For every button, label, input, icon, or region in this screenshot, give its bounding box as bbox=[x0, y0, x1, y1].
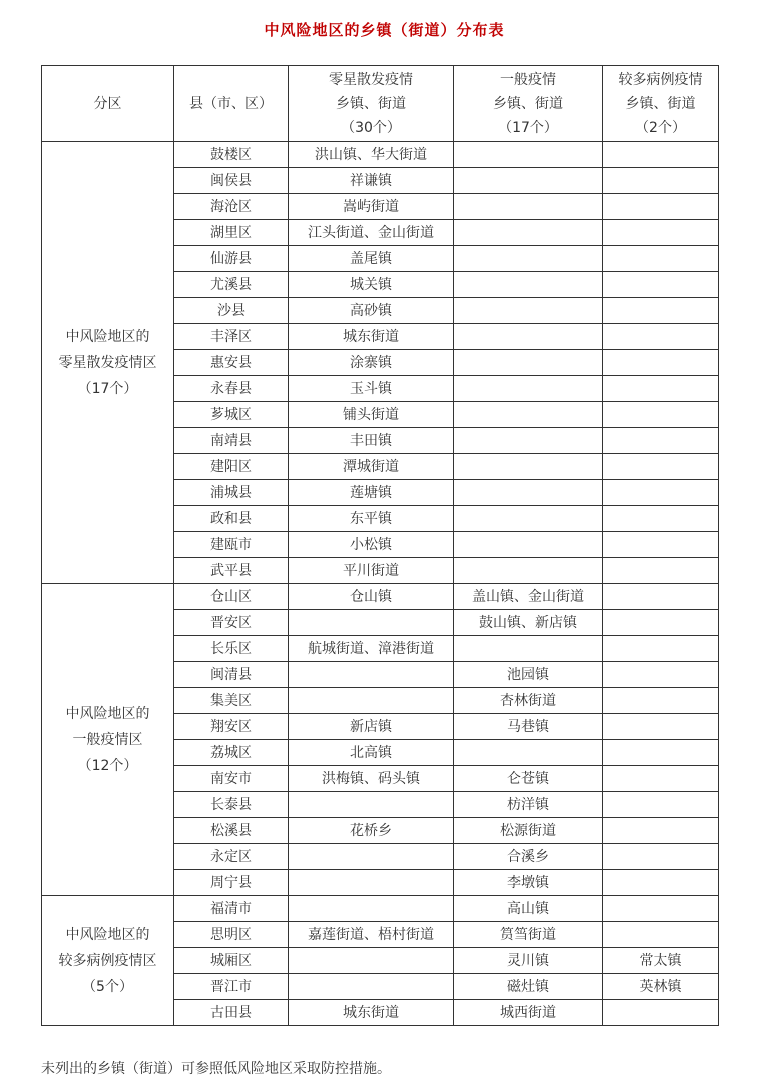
county-cell: 古田县 bbox=[174, 1000, 289, 1026]
multiple-cell bbox=[603, 714, 719, 740]
table-row bbox=[42, 584, 719, 610]
general-cell: 高山镇 bbox=[454, 896, 603, 922]
general-cell: 松源街道 bbox=[454, 818, 603, 844]
page-title: 中风险地区的乡镇（街道）分布表 bbox=[264, 21, 505, 39]
multiple-cell bbox=[603, 896, 719, 922]
region-label-line: （12个） bbox=[77, 757, 138, 774]
header-sporadic-line: （30个） bbox=[341, 119, 401, 136]
general-cell bbox=[454, 272, 603, 298]
multiple-cell bbox=[603, 610, 719, 636]
sporadic-cell: 东平镇 bbox=[289, 506, 454, 532]
general-cell: 李墩镇 bbox=[454, 870, 603, 896]
general-cell: 马巷镇 bbox=[454, 714, 603, 740]
general-cell bbox=[454, 220, 603, 246]
general-cell bbox=[454, 246, 603, 272]
region-label-line: 一般疫情区 bbox=[72, 731, 143, 748]
general-cell bbox=[454, 558, 603, 584]
general-cell bbox=[454, 532, 603, 558]
county-cell: 鼓楼区 bbox=[174, 142, 289, 168]
sporadic-cell: 航城街道、漳港街道 bbox=[289, 636, 454, 662]
sporadic-cell: 丰田镇 bbox=[289, 428, 454, 454]
header-sporadic-line: 乡镇、街道 bbox=[336, 95, 406, 112]
region-label-line: 零星散发疫情区 bbox=[58, 354, 157, 371]
county-cell: 荔城区 bbox=[174, 740, 289, 766]
general-cell: 鼓山镇、新店镇 bbox=[454, 610, 603, 636]
sporadic-cell: 潭城街道 bbox=[289, 454, 454, 480]
county-cell: 翔安区 bbox=[174, 714, 289, 740]
header-general-line: 乡镇、街道 bbox=[493, 95, 563, 112]
multiple-cell bbox=[603, 428, 719, 454]
region-cell bbox=[42, 142, 174, 584]
county-cell: 闽侯县 bbox=[174, 168, 289, 194]
header-multiple-line: 乡镇、街道 bbox=[625, 95, 696, 112]
county-cell: 丰泽区 bbox=[174, 324, 289, 350]
region-label-line: （17个） bbox=[77, 380, 138, 397]
county-cell: 周宁县 bbox=[174, 870, 289, 896]
header-multiple-line: 较多病例疫情 bbox=[618, 71, 703, 88]
general-cell bbox=[454, 740, 603, 766]
sporadic-cell bbox=[289, 792, 454, 818]
sporadic-cell bbox=[289, 948, 454, 974]
multiple-cell bbox=[603, 402, 719, 428]
table-body bbox=[42, 142, 719, 1026]
general-cell bbox=[454, 168, 603, 194]
sporadic-cell bbox=[289, 688, 454, 714]
sporadic-cell: 玉斗镇 bbox=[289, 376, 454, 402]
general-cell bbox=[454, 454, 603, 480]
county-cell: 松溪县 bbox=[174, 818, 289, 844]
sporadic-cell: 莲塘镇 bbox=[289, 480, 454, 506]
sporadic-cell: 新店镇 bbox=[289, 714, 454, 740]
sporadic-cell: 盖尾镇 bbox=[289, 246, 454, 272]
sporadic-cell: 北高镇 bbox=[289, 740, 454, 766]
multiple-cell: 常太镇 bbox=[603, 948, 719, 974]
general-cell: 杏林街道 bbox=[454, 688, 603, 714]
sporadic-cell: 涂寨镇 bbox=[289, 350, 454, 376]
county-cell: 惠安县 bbox=[174, 350, 289, 376]
county-cell: 南靖县 bbox=[174, 428, 289, 454]
general-cell: 仑苍镇 bbox=[454, 766, 603, 792]
multiple-cell bbox=[603, 298, 719, 324]
general-cell: 灵川镇 bbox=[454, 948, 603, 974]
region-label-line: 中风险地区的 bbox=[65, 705, 150, 722]
multiple-cell bbox=[603, 532, 719, 558]
header-sporadic bbox=[289, 66, 454, 142]
sporadic-cell: 洪梅镇、码头镇 bbox=[289, 766, 454, 792]
header-county: 县（市、区） bbox=[174, 66, 289, 142]
county-cell: 建瓯市 bbox=[174, 532, 289, 558]
sporadic-cell bbox=[289, 610, 454, 636]
multiple-cell bbox=[603, 272, 719, 298]
region-cell bbox=[42, 896, 174, 1026]
county-cell: 仙游县 bbox=[174, 246, 289, 272]
general-cell: 合溪乡 bbox=[454, 844, 603, 870]
multiple-cell bbox=[603, 558, 719, 584]
general-cell bbox=[454, 506, 603, 532]
general-cell bbox=[454, 480, 603, 506]
region-label-line: 中风险地区的 bbox=[65, 328, 150, 345]
sporadic-cell bbox=[289, 870, 454, 896]
sporadic-cell: 仓山镇 bbox=[289, 584, 454, 610]
county-cell: 闽清县 bbox=[174, 662, 289, 688]
table-row bbox=[42, 896, 719, 922]
general-cell: 盖山镇、金山街道 bbox=[454, 584, 603, 610]
county-cell: 湖里区 bbox=[174, 220, 289, 246]
multiple-cell bbox=[603, 662, 719, 688]
sporadic-cell: 城关镇 bbox=[289, 272, 454, 298]
general-cell bbox=[454, 142, 603, 168]
multiple-cell bbox=[603, 922, 719, 948]
general-cell bbox=[454, 636, 603, 662]
multiple-cell bbox=[603, 1000, 719, 1026]
county-cell: 晋江市 bbox=[174, 974, 289, 1000]
table-header-row bbox=[42, 66, 719, 142]
general-cell: 城西街道 bbox=[454, 1000, 603, 1026]
general-cell bbox=[454, 194, 603, 220]
multiple-cell bbox=[603, 636, 719, 662]
general-cell bbox=[454, 402, 603, 428]
multiple-cell bbox=[603, 584, 719, 610]
multiple-cell: 英林镇 bbox=[603, 974, 719, 1000]
county-cell: 永春县 bbox=[174, 376, 289, 402]
sporadic-cell bbox=[289, 844, 454, 870]
multiple-cell bbox=[603, 220, 719, 246]
county-cell: 永定区 bbox=[174, 844, 289, 870]
risk-area-table bbox=[41, 65, 719, 1026]
region-label-line: （5个） bbox=[82, 978, 133, 995]
general-cell bbox=[454, 350, 603, 376]
sporadic-cell: 花桥乡 bbox=[289, 818, 454, 844]
header-general-line: （17个） bbox=[498, 119, 558, 136]
header-general bbox=[454, 66, 603, 142]
county-cell: 政和县 bbox=[174, 506, 289, 532]
sporadic-cell: 平川街道 bbox=[289, 558, 454, 584]
general-cell: 枋洋镇 bbox=[454, 792, 603, 818]
multiple-cell bbox=[603, 818, 719, 844]
multiple-cell bbox=[603, 246, 719, 272]
county-cell: 芗城区 bbox=[174, 402, 289, 428]
header-sporadic-line: 零星散发疫情 bbox=[329, 71, 413, 88]
sporadic-cell: 铺头街道 bbox=[289, 402, 454, 428]
footnote: 未列出的乡镇（街道）可参照低风险地区采取防控措施。 bbox=[41, 1061, 391, 1077]
header-general-line: 一般疫情 bbox=[500, 71, 556, 88]
general-cell: 筼筜街道 bbox=[454, 922, 603, 948]
multiple-cell bbox=[603, 792, 719, 818]
multiple-cell bbox=[603, 688, 719, 714]
county-cell: 建阳区 bbox=[174, 454, 289, 480]
general-cell: 磁灶镇 bbox=[454, 974, 603, 1000]
multiple-cell bbox=[603, 194, 719, 220]
county-cell: 集美区 bbox=[174, 688, 289, 714]
multiple-cell bbox=[603, 454, 719, 480]
multiple-cell bbox=[603, 376, 719, 402]
multiple-cell bbox=[603, 506, 719, 532]
sporadic-cell: 城东街道 bbox=[289, 324, 454, 350]
region-cell bbox=[42, 584, 174, 896]
county-cell: 仓山区 bbox=[174, 584, 289, 610]
county-cell: 晋安区 bbox=[174, 610, 289, 636]
header-multiple bbox=[603, 66, 719, 142]
header-region: 分区 bbox=[42, 66, 174, 142]
general-cell bbox=[454, 376, 603, 402]
sporadic-cell bbox=[289, 662, 454, 688]
sporadic-cell bbox=[289, 974, 454, 1000]
general-cell bbox=[454, 428, 603, 454]
sporadic-cell bbox=[289, 896, 454, 922]
county-cell: 城厢区 bbox=[174, 948, 289, 974]
region-label-line: 较多病例疫情区 bbox=[58, 952, 157, 969]
sporadic-cell: 城东街道 bbox=[289, 1000, 454, 1026]
table-row bbox=[42, 142, 719, 168]
region-label-line: 中风险地区的 bbox=[65, 926, 150, 943]
county-cell: 海沧区 bbox=[174, 194, 289, 220]
county-cell: 沙县 bbox=[174, 298, 289, 324]
multiple-cell bbox=[603, 350, 719, 376]
multiple-cell bbox=[603, 844, 719, 870]
sporadic-cell: 祥谦镇 bbox=[289, 168, 454, 194]
multiple-cell bbox=[603, 324, 719, 350]
sporadic-cell: 高砂镇 bbox=[289, 298, 454, 324]
sporadic-cell: 嵩屿街道 bbox=[289, 194, 454, 220]
sporadic-cell: 嘉莲街道、梧村街道 bbox=[289, 922, 454, 948]
county-cell: 浦城县 bbox=[174, 480, 289, 506]
general-cell bbox=[454, 298, 603, 324]
county-cell: 武平县 bbox=[174, 558, 289, 584]
multiple-cell bbox=[603, 480, 719, 506]
multiple-cell bbox=[603, 766, 719, 792]
county-cell: 长泰县 bbox=[174, 792, 289, 818]
multiple-cell bbox=[603, 142, 719, 168]
sporadic-cell: 小松镇 bbox=[289, 532, 454, 558]
county-cell: 长乐区 bbox=[174, 636, 289, 662]
multiple-cell bbox=[603, 168, 719, 194]
county-cell: 思明区 bbox=[174, 922, 289, 948]
county-cell: 南安市 bbox=[174, 766, 289, 792]
multiple-cell bbox=[603, 870, 719, 896]
county-cell: 尤溪县 bbox=[174, 272, 289, 298]
sporadic-cell: 洪山镇、华大街道 bbox=[289, 142, 454, 168]
county-cell: 福清市 bbox=[174, 896, 289, 922]
header-multiple-line: （2个） bbox=[635, 119, 686, 136]
multiple-cell bbox=[603, 740, 719, 766]
general-cell: 池园镇 bbox=[454, 662, 603, 688]
sporadic-cell: 江头街道、金山街道 bbox=[289, 220, 454, 246]
general-cell bbox=[454, 324, 603, 350]
